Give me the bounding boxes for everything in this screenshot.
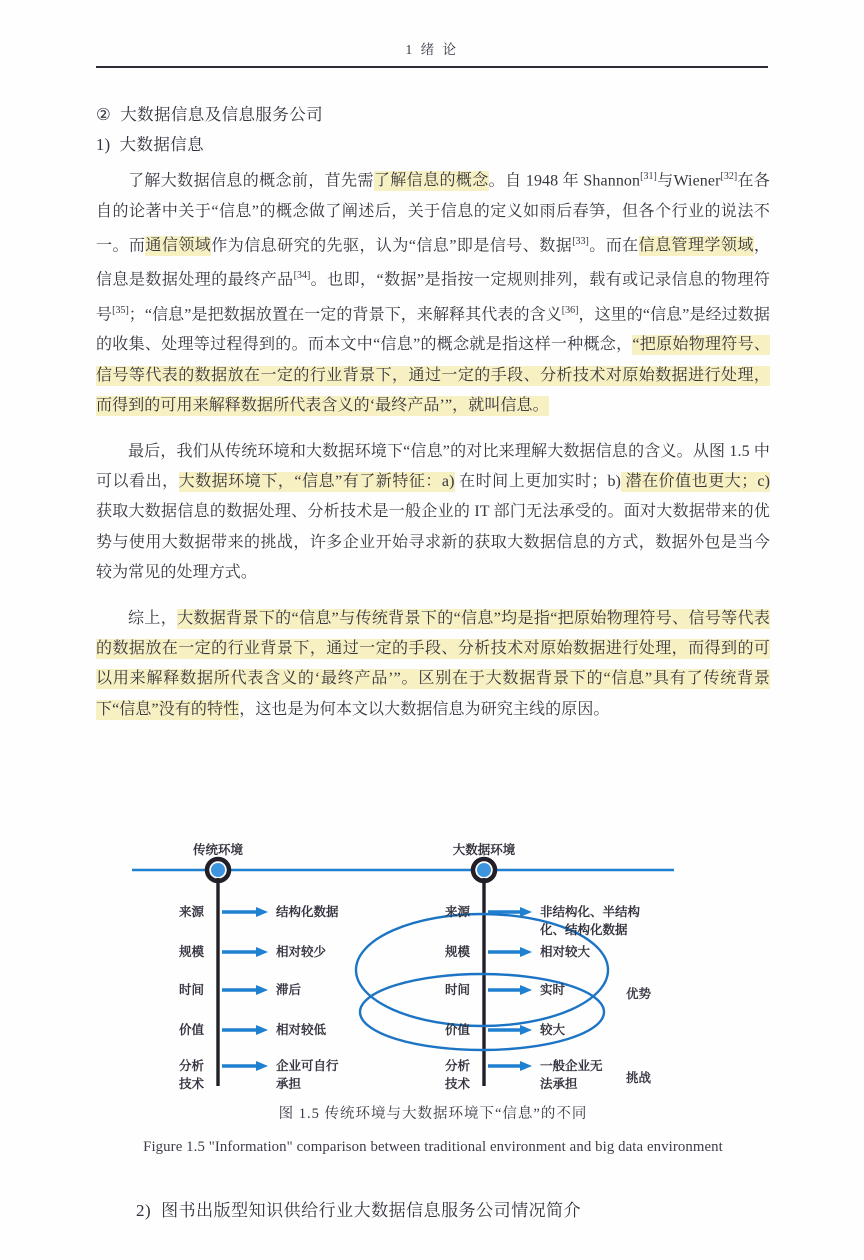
p1-highlight-3: 信息管理学领域 <box>638 237 754 255</box>
section-heading-tail-text: 图书出版型知识供给行业大数据信息服务公司情况简介 <box>161 1201 582 1220</box>
right-row-4-value-line1: 较大 <box>540 1023 566 1037</box>
p1-highlight-2: 通信领域 <box>145 237 212 255</box>
left-row-5-value-line1: 企业可自行 <box>276 1059 339 1073</box>
left-row-3-value: 滞后 <box>276 983 302 997</box>
left-row-3-arrow-icon <box>256 985 268 995</box>
section-heading-1 <box>96 130 770 160</box>
right-row-5-key-line1: 分析 <box>444 1059 470 1073</box>
p1-seg4: 在各自的论著中关于“信息”的概念做了阐述后，关于信息的定义如雨后春笋，但各个行业的说法不一。而 <box>96 172 771 255</box>
p2-seg2: 在时间上更加实时；b) <box>454 473 621 491</box>
p3-seg1: 综上， <box>128 609 178 627</box>
left-branch-node-dot <box>211 863 225 877</box>
document-body <box>96 100 770 741</box>
p1-seg1: 了解大数据信息的概念前，苜先需 <box>128 172 374 190</box>
right-row-3-value-line1: 实时 <box>540 983 566 997</box>
section-heading-tail-number: 2) <box>136 1201 152 1220</box>
left-row-4-value: 相对较低 <box>276 1023 327 1037</box>
figure-canvas <box>96 838 770 1100</box>
p1-ref-36: [36] <box>561 304 579 316</box>
header-rule <box>96 66 768 68</box>
section-heading-1-text: 大数据信息 <box>119 135 205 154</box>
left-row-4-key: 价值 <box>178 1023 204 1037</box>
right-row-4-key: 价值 <box>444 1023 470 1037</box>
p2-highlight-2: 潜在价值也更大；c) <box>621 473 770 491</box>
paragraph-3 <box>96 604 770 725</box>
left-branch-title: 传统环境 <box>192 843 244 857</box>
figure-caption-chinese: 图 1.5 传统环境与大数据环境下“信息”的不同 <box>278 1106 588 1122</box>
left-row-2-arrow-icon <box>256 947 268 957</box>
p1-seg7: ，信息是数据处理的最终产品 <box>96 237 770 289</box>
left-row-5-key-line2: 技术 <box>178 1077 204 1091</box>
left-row-2-key: 规模 <box>178 945 204 959</box>
running-header <box>96 38 768 59</box>
right-row-3-arrow-icon <box>520 985 532 995</box>
right-branch-title: 大数据环境 <box>452 843 516 857</box>
p1-ref-35: [35] <box>112 304 129 316</box>
p1-seg8: 。也即，“数据”是指按一定规则排列，载有或记录信息的物理符号 <box>96 271 771 324</box>
side-label-challenge: 挑战 <box>626 1071 652 1085</box>
p1-seg3: 与Wiener <box>656 172 721 190</box>
right-row-2-key: 规模 <box>444 945 470 959</box>
p1-seg2: 。自 1948 年 Shannon <box>488 172 641 190</box>
p3-highlight-2: 区别在于大数据背景下的“信息”具有了传统背景下“信息”没有的特性 <box>96 670 771 718</box>
left-row-4-arrow-icon <box>256 1025 268 1035</box>
right-row-2-value-line1: 相对较大 <box>540 945 591 959</box>
p3-highlight-1: 大数据背景下的“信息”与传统背景下的“信息”均是指“把原始物理符号、信号等代表的数据放在一定的行业背景下，通过一定的手段、分析技术对原始数据进行处理，而得到的可以用来解释数据所代表含义的‘最终产品’”。 <box>96 609 770 688</box>
comparison-diagram <box>96 838 770 1100</box>
p1-seg9: ；“信息”是把数据放置在一定的背景下，来解释其代表的含义 <box>128 306 562 324</box>
paragraph-1 <box>96 162 770 421</box>
left-row-1-key: 来源 <box>178 905 204 919</box>
left-row-5-value-line2: 承担 <box>276 1077 302 1091</box>
left-row-1-value: 结构化数据 <box>276 905 339 919</box>
right-row-4-arrow-icon <box>520 1025 532 1035</box>
right-row-5-key-line2: 技术 <box>444 1077 470 1091</box>
running-header-title: 1 绪 论 <box>405 42 459 57</box>
section-heading-2 <box>96 100 770 130</box>
left-row-5-key-line1: 分析 <box>178 1059 204 1073</box>
p1-ref-31: [31] <box>640 171 657 182</box>
p1-highlight-4: “把原始物理符号、信号等代表的数据放在一定的行业背景下，通过一定的手段、分析技术对原始数据进行处理，而得到的可用来解释数据所代表含义的‘最终产品’”，就叫信息。 <box>96 336 770 414</box>
p2-seg1: 最后，我们从传统环境和大数据环境下“信息”的对比来理解大数据信息的含义。从图 1.5 中可以看出， <box>96 442 770 491</box>
p1-seg10: ，这里的“信息”是经过数据的收集、处理等过程得到的。而本文中“信息”的概念就是指这样一种概念， <box>96 306 770 354</box>
p2-highlight-1: 大数据环境下，“信息”有了新特征：a) <box>178 473 455 491</box>
p1-ref-33: [33] <box>572 235 589 247</box>
section-heading-tail <box>136 1196 581 1221</box>
right-row-5-arrow-icon <box>520 1061 532 1071</box>
side-label-advantage: 优势 <box>626 987 652 1001</box>
section-heading-1-number: 1) <box>96 135 111 154</box>
figure-1-5 <box>96 838 770 1156</box>
right-row-1-key: 来源 <box>444 905 470 919</box>
left-row-3-key: 时间 <box>178 983 204 997</box>
p1-ref-34: [34] <box>293 270 311 282</box>
left-row-1-arrow-icon <box>256 907 268 917</box>
right-row-2-arrow-icon <box>520 947 532 957</box>
section-heading-2-number: ② <box>96 105 112 124</box>
left-row-2-value: 相对较少 <box>276 945 327 959</box>
right-row-5-value-line2: 法承担 <box>540 1077 578 1091</box>
p1-ref-32: [32] <box>720 171 738 182</box>
right-row-1-arrow-icon <box>520 907 532 917</box>
right-row-5-value-line1: 一般企业无 <box>540 1059 603 1073</box>
p1-seg6: 。而在 <box>588 237 639 255</box>
right-row-3-key: 时间 <box>444 983 470 997</box>
paragraph-2 <box>96 437 770 588</box>
section-heading-2-text: 大数据信息及信息服务公司 <box>120 105 324 124</box>
right-row-1-value-line2: 化、结构化数据 <box>540 923 628 937</box>
right-row-1-value-line1: 非结构化、半结构 <box>540 905 641 919</box>
p1-highlight-1: 了解信息的概念 <box>373 172 489 190</box>
p2-seg3: 获取大数据信息的数据处理、分析技术是一般企业的 IT 部门无法承受的。面对大数据带来的优势与使用大数据带来的挑战，许多企业开始寻求新的获取大数据信息的方式，数据外包是当今较为常见的处理方式。 <box>96 503 770 581</box>
figure-caption-english: Figure 1.5 "Information" comparison between traditional environment and big data environment <box>143 1139 723 1155</box>
right-branch-node-dot <box>477 863 491 877</box>
left-row-5-arrow-icon <box>256 1061 268 1071</box>
p3-seg2: ，这也是为何本文以大数据信息为研究主线的原因。 <box>239 700 610 718</box>
p1-seg5: 作为信息研究的先驱，认为“信息”即是信号、数据 <box>211 237 573 255</box>
